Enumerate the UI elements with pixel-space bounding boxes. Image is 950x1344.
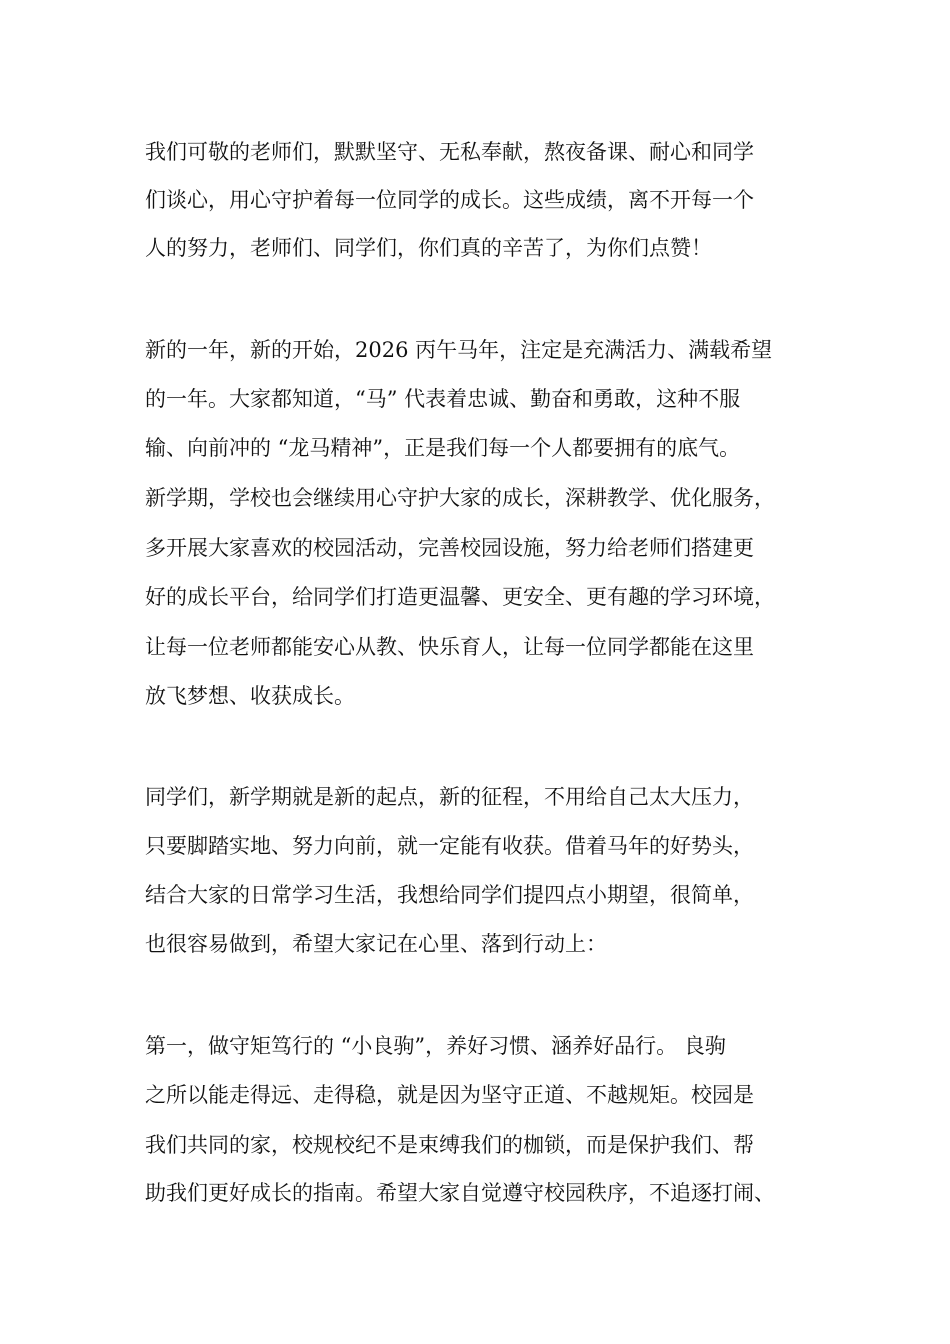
paragraph-4-line-3: 我们共同的家，校规校纪不是束缚我们的枷锁，而是保护我们、帮 bbox=[145, 1133, 754, 1157]
paragraph-3-line-4: 也很容易做到，希望大家记在心里、落到行动上： bbox=[145, 932, 607, 956]
paragraph-2-line-6: 好的成长平台，给同学们打造更温馨、更安全、更有趣的学习环境， bbox=[145, 585, 775, 609]
paragraph-2-line-3: 输、向前冲的 “龙马精神”，正是我们每一个人都要拥有的底气。 bbox=[145, 436, 741, 460]
paragraph-1-line-3: 人的努力，老师们、同学们，你们真的辛苦了，为你们点赞！ bbox=[145, 236, 712, 260]
paragraph-2-line-8: 放飞梦想、收获成长。 bbox=[145, 684, 355, 708]
paragraph-4-line-4: 助我们更好成长的指南。希望大家自觉遵守校园秩序，不追逐打闹、 bbox=[145, 1181, 775, 1205]
paragraph-4-line-2: 之所以能走得远、走得稳，就是因为坚守正道、不越规矩。校园是 bbox=[145, 1083, 754, 1107]
paragraph-3-line-2: 只要脚踏实地、努力向前，就一定能有收获。借着马年的好势头， bbox=[145, 834, 754, 858]
paragraph-3-line-3: 结合大家的日常学习生活，我想给同学们提四点小期望，很简单， bbox=[145, 883, 754, 907]
paragraph-2-line-2: 的一年。大家都知道，“马” 代表着忠诚、勤奋和勇敢，这种不服 bbox=[145, 387, 741, 411]
paragraph-1-line-1: 我们可敬的老师们，默默坚守、无私奉献，熬夜备课、耐心和同学 bbox=[145, 140, 754, 164]
paragraph-2-line-7: 让每一位老师都能安心从教、快乐育人，让每一位同学都能在这里 bbox=[145, 635, 754, 659]
paragraph-1-line-2: 们谈心，用心守护着每一位同学的成长。这些成绩，离不开每一个 bbox=[145, 188, 754, 212]
paragraph-2-line-5: 多开展大家喜欢的校园活动，完善校园设施，努力给老师们搭建更 bbox=[145, 536, 754, 560]
paragraph-2-line-1: 新的一年，新的开始，2026 丙午马年，注定是充满活力、满载希望 bbox=[145, 338, 773, 362]
paragraph-3-line-1: 同学们，新学期就是新的起点，新的征程，不用给自己太大压力， bbox=[145, 785, 754, 809]
paragraph-4-line-1: 第一，做守矩笃行的 “小良驹”，养好习惯、涵养好品行。 良驹 bbox=[145, 1034, 726, 1058]
paragraph-2-line-4: 新学期，学校也会继续用心守护大家的成长，深耕教学、优化服务， bbox=[145, 486, 775, 510]
